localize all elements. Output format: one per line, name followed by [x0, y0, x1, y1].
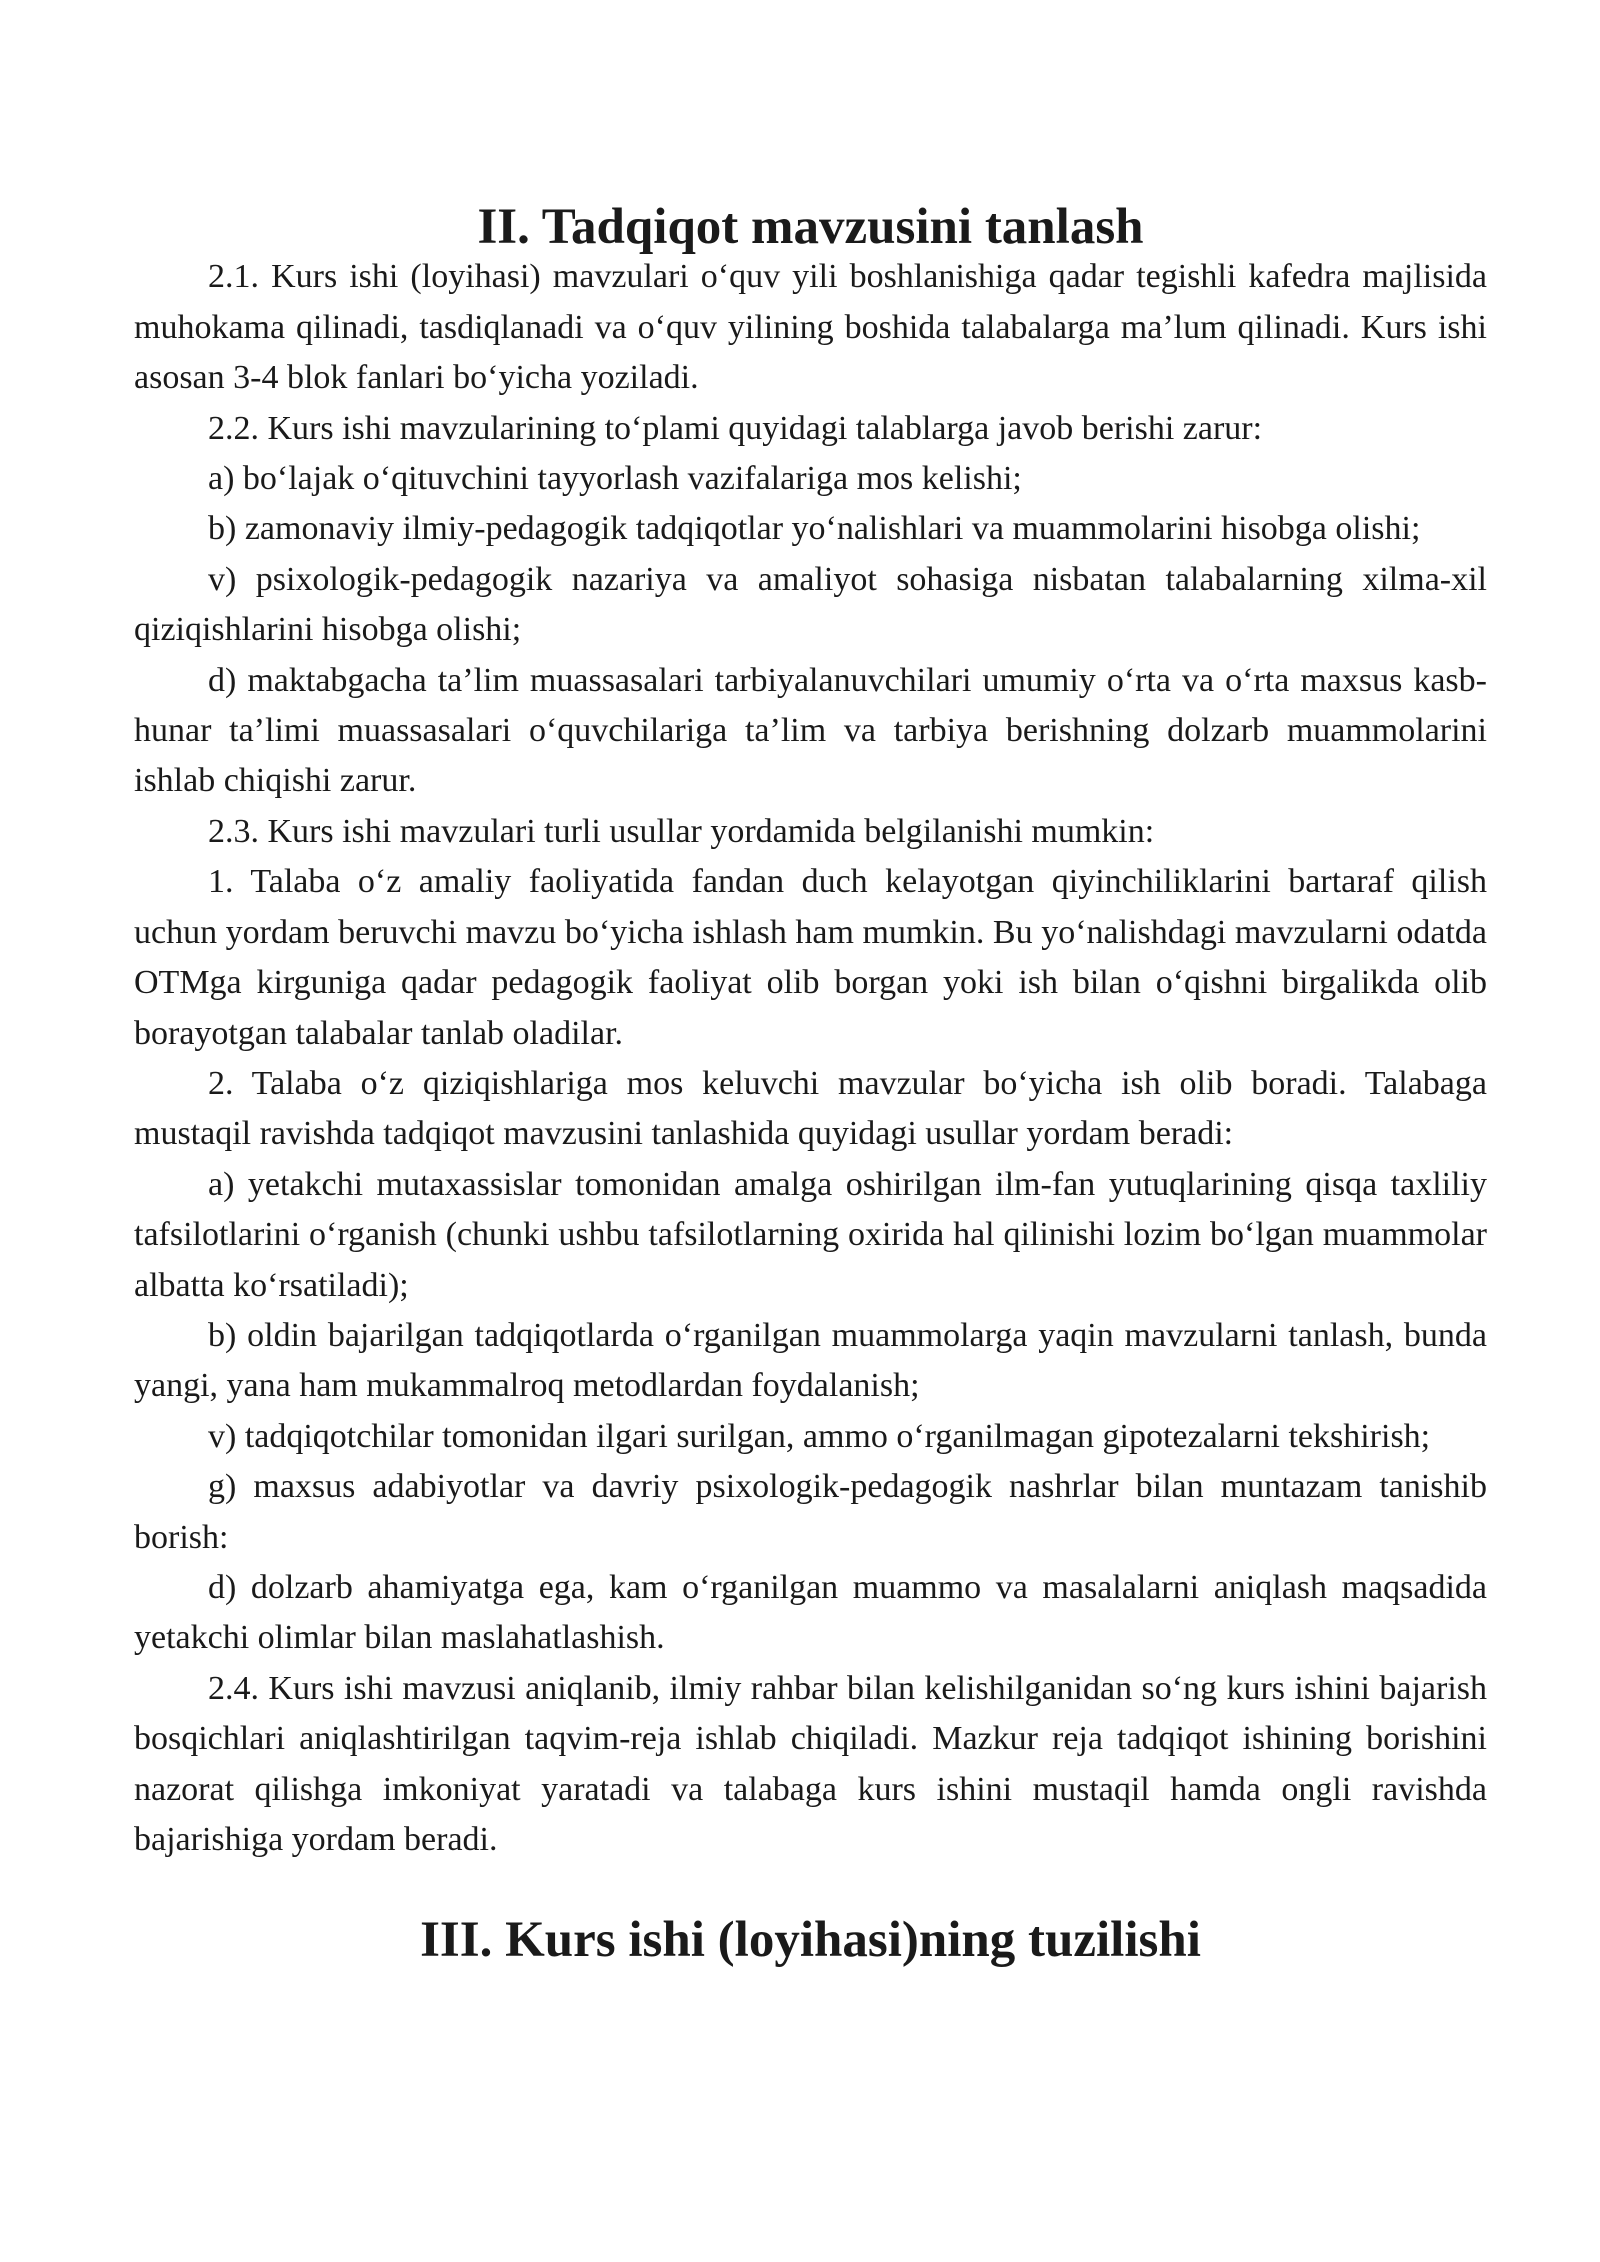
paragraph-2-3: 2.3. Kurs ishi mavzulari turli usullar yordamida belgilanishi mumkin: [208, 812, 1155, 850]
list-item-b: b) zamonaviy ilmiy-pedagogik tadqiqotlar yo‘nalishlari va muammolarini hisobga olishi; [208, 510, 1421, 548]
paragraph-2-1: 2.1. Kurs ishi (loyihasi) mavzulari o‘quv yili boshlanishiga qadar tegishli kafedra majlisida muhokama qilinadi, tasdiqlanadi va o‘quv yilining boshida talabalarga ma’lum qilinadi. Kurs ishi asosan 3-4 blok fanlari bo‘yicha yoziladi. [134, 258, 1487, 397]
sub-item-d: d) dolzarb ahamiyatga ega, kam o‘rganilgan muammo va masalalarni aniqlash maqsadida yetakchi olimlar bilan maslahatlashish. [134, 1568, 1487, 1657]
list-item-a: a) bo‘lajak o‘qituvchini tayyorlash vazifalariga mos kelishi; [208, 460, 1022, 498]
sub-item-a: a) yetakchi mutaxassislar tomonidan amalga oshirilgan ilm-fan yutuqlarining qisqa taxliliy tafsilotlarini o‘rganish (chunki ushbu tafsilotlarning oxirida hal qilinishi lozim bo‘lgan muammolar albatta ko‘rsatiladi); [134, 1165, 1487, 1304]
sub-item-v: v) tadqiqotchilar tomonidan ilgari surilgan, ammo o‘rganilmagan gipotezalarni tekshirish; [208, 1417, 1431, 1455]
list-item-d: d) maktabgacha ta’lim muassasalari tarbiyalanuvchilari umumiy o‘rta va o‘rta maxsus kasb-hunar ta’limi muassasalari o‘quvchilariga ta’lim va tarbiya berishning dolzarb muammolarini ishlab chiqishi zarur. [134, 661, 1487, 800]
numbered-item-1: 1. Talaba o‘z amaliy faoliyatida fandan duch kelayotgan qiyinchiliklarini bartaraf qilish uchun yordam beruvchi mavzu bo‘yicha ishlash ham mumkin. Bu yo‘nalishdagi mavzularni odatda OTMga kirguniga qadar pedagogik faoliyat olib borgan yoki ish bilan o‘qishni birgalikda olib borayotgan talabalar tanlab oladilar. [134, 863, 1487, 1052]
section-3-heading: III. Kurs ishi (loyihasi)ning tuzilishi [420, 1912, 1201, 1969]
paragraph-2-2: 2.2. Kurs ishi mavzularining to‘plami quyidagi talablarga javob berishi zarur: [208, 409, 1263, 447]
sub-item-g: g) maxsus adabiyotlar va davriy psixologik-pedagogik nashrlar bilan muntazam tanishib borish: [134, 1468, 1487, 1556]
section-2-heading: II. Tadqiqot mavzusini tanlash [477, 199, 1144, 255]
list-item-v: v) psixologik-pedagogik nazariya va amaliyot sohasiga nisbatan talabalarning xilma-xil qiziqishlarini hisobga olishi; [134, 560, 1487, 649]
numbered-item-2: 2. Talaba o‘z qiziqishlariga mos keluvchi mavzular bo‘yicha ish olib boradi. Talabaga mustaqil ravishda tadqiqot mavzusini tanlashida quyidagi usullar yordam beradi: [134, 1064, 1487, 1153]
document-page [134, 199, 1487, 1969]
paragraph-2-4: 2.4. Kurs ishi mavzusi aniqlanib, ilmiy rahbar bilan kelishilganidan so‘ng kurs ishini bajarish bosqichlari aniqlashtirilgan taqvim-reja ishlab chiqiladi. Mazkur reja tadqiqot ishining borishini nazorat qilishga imkoniyat yaratadi va talabaga kurs ishini mustaqil hamda ongli ravishda bajarishiga yordam beradi. [134, 1669, 1487, 1858]
sub-item-b: b) oldin bajarilgan tadqiqotlarda o‘rganilgan muammolarga yaqin mavzularni tanlash, bunda yangi, yana ham mukammalroq metodlardan foydalanish; [134, 1316, 1487, 1405]
